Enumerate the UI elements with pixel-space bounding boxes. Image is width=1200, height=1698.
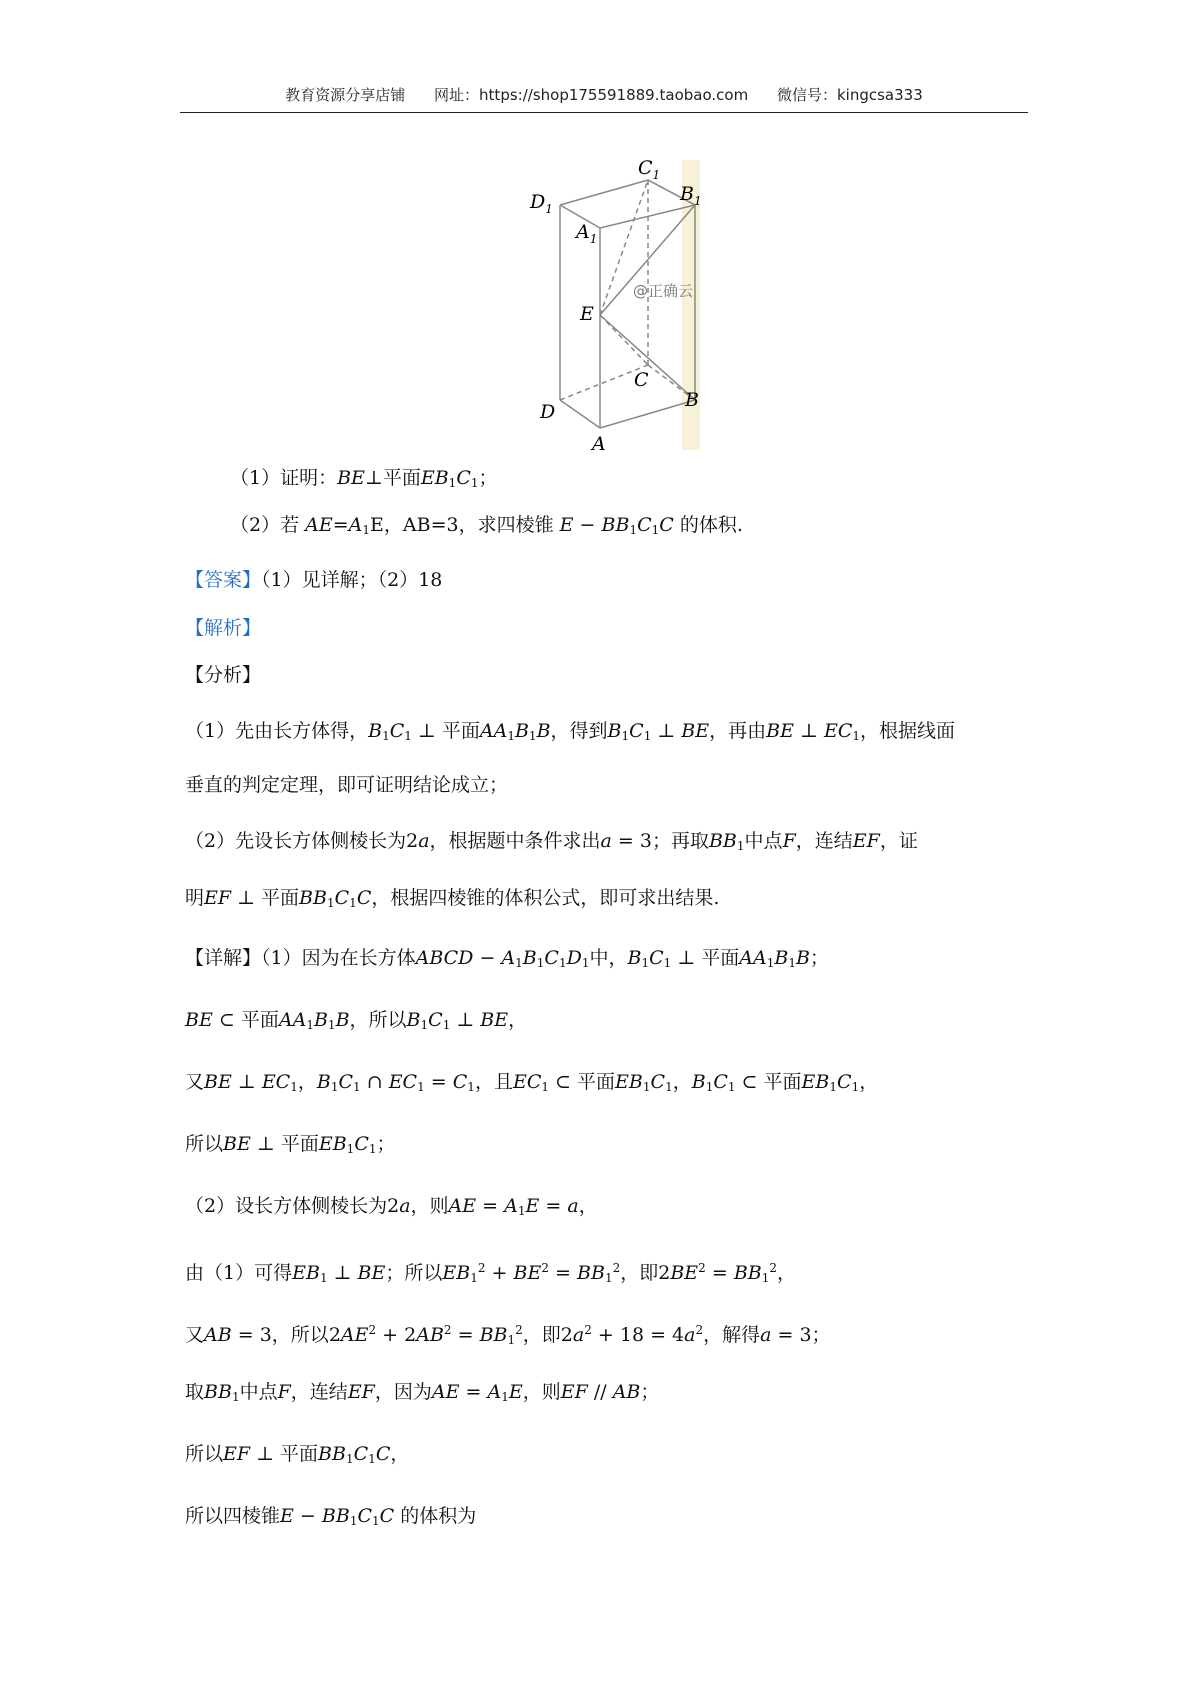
detail-line-9: 所以EF ⊥ 平面$BB_1C_1C$， [185, 1443, 410, 1466]
analysis-line-4: 明EF ⊥ 平面$BB_1C_1C$，根据四棱锥的体积公式，即可求出结果. [185, 887, 720, 910]
answer-tag: 【答案】 [185, 569, 262, 591]
detail-line-6: 由（1）可得$EB_1$ ⊥ BE；所以$EB_1^2 + BE^2 = BB_1^2$，即$2BE^2 = BB_1^2$， [185, 1261, 797, 1285]
detail-line-1: 【详解】（1）因为在长方体ABCD − $A_1B_1C_1D_1$中，$B_1C_1$ ⊥ 平面$AA_1B_1B$； [185, 947, 829, 970]
analysis-line-1: （1）先由长方体得，$B_1C_1$ ⊥ 平面$AA_1B_1B$，得到$B_1C_1$ ⊥ BE，再由BE ⊥ $EC_1$，根据线面 [185, 720, 956, 743]
label-D1: $D_1$ [530, 191, 553, 216]
detail-line-8: 取$BB_1$中点F，连结EF，因为AE = $A_1E$，则EF // AB； [185, 1381, 660, 1404]
label-A1: $A_1$ [576, 221, 598, 246]
analysis-line-3: （2）先设长方体侧棱长为2a，根据题中条件求出a = 3；再取$BB_1$中点F，连结EF，证 [185, 830, 918, 853]
box-diagram-svg [520, 160, 720, 450]
answer-text: （1）见详解；（2）18 [261, 569, 443, 591]
label-B1: $B_1$ [680, 183, 702, 208]
label-E: E [580, 303, 594, 325]
analysis-tag: 【解析】 [185, 617, 262, 639]
label-A: A [592, 433, 606, 450]
detail-line-2: BE ⊂ 平面$AA_1B_1B$，所以$B_1C_1$ ⊥ BE， [185, 1009, 528, 1032]
question-2: （2）若 $AE=A_1E$，AB=3，求四棱锥 $E - BB_1C_1C$ 的体积. [230, 514, 743, 537]
label-C: C [634, 369, 649, 391]
label-D: D [540, 401, 556, 423]
header-shop: 教育资源分享店铺 [285, 86, 406, 104]
detail-line-4: 所以BE ⊥ 平面$EB_1C_1$； [185, 1133, 396, 1156]
fenxi-tag: 【分析】 [185, 664, 262, 686]
question-1: （1）证明：BE⊥平面$EB_1C_1$； [230, 467, 498, 490]
page-header [180, 84, 1028, 113]
header-wechat: 微信号：kingcsa333 [776, 86, 923, 104]
detail-line-7: 又AB = 3，所以$2AE^2 + 2AB^2 = BB_1^2$，即$2a^2 + 18 = 4a^2$，解得a = 3； [185, 1323, 831, 1347]
analysis-line-2: 垂直的判定定理，即可证明结论成立； [185, 774, 509, 796]
box-figure [520, 160, 720, 450]
detail-line-10: 所以四棱锥$E - BB_1C_1C$ 的体积为 [185, 1505, 477, 1528]
detail-tag: 【详解】 [185, 947, 262, 969]
detail-line-3: 又BE ⊥ $EC_1$，$B_1C_1$ ∩ $EC_1 = C_1$，且$EC_1$ ⊂ 平面$EB_1C_1$，$B_1C_1$ ⊂ 平面$EB_1C_1$， [185, 1071, 879, 1094]
answer-line [185, 567, 442, 593]
detail-line-5: （2）设长方体侧棱长为2a，则AE = $A_1E = a$， [185, 1195, 598, 1218]
header-url: 网址：https://shop175591889.taobao.com [434, 86, 749, 104]
label-C1: $C_1$ [638, 160, 661, 182]
label-B: B [685, 389, 699, 411]
watermark-text: @正确云 [633, 282, 694, 300]
